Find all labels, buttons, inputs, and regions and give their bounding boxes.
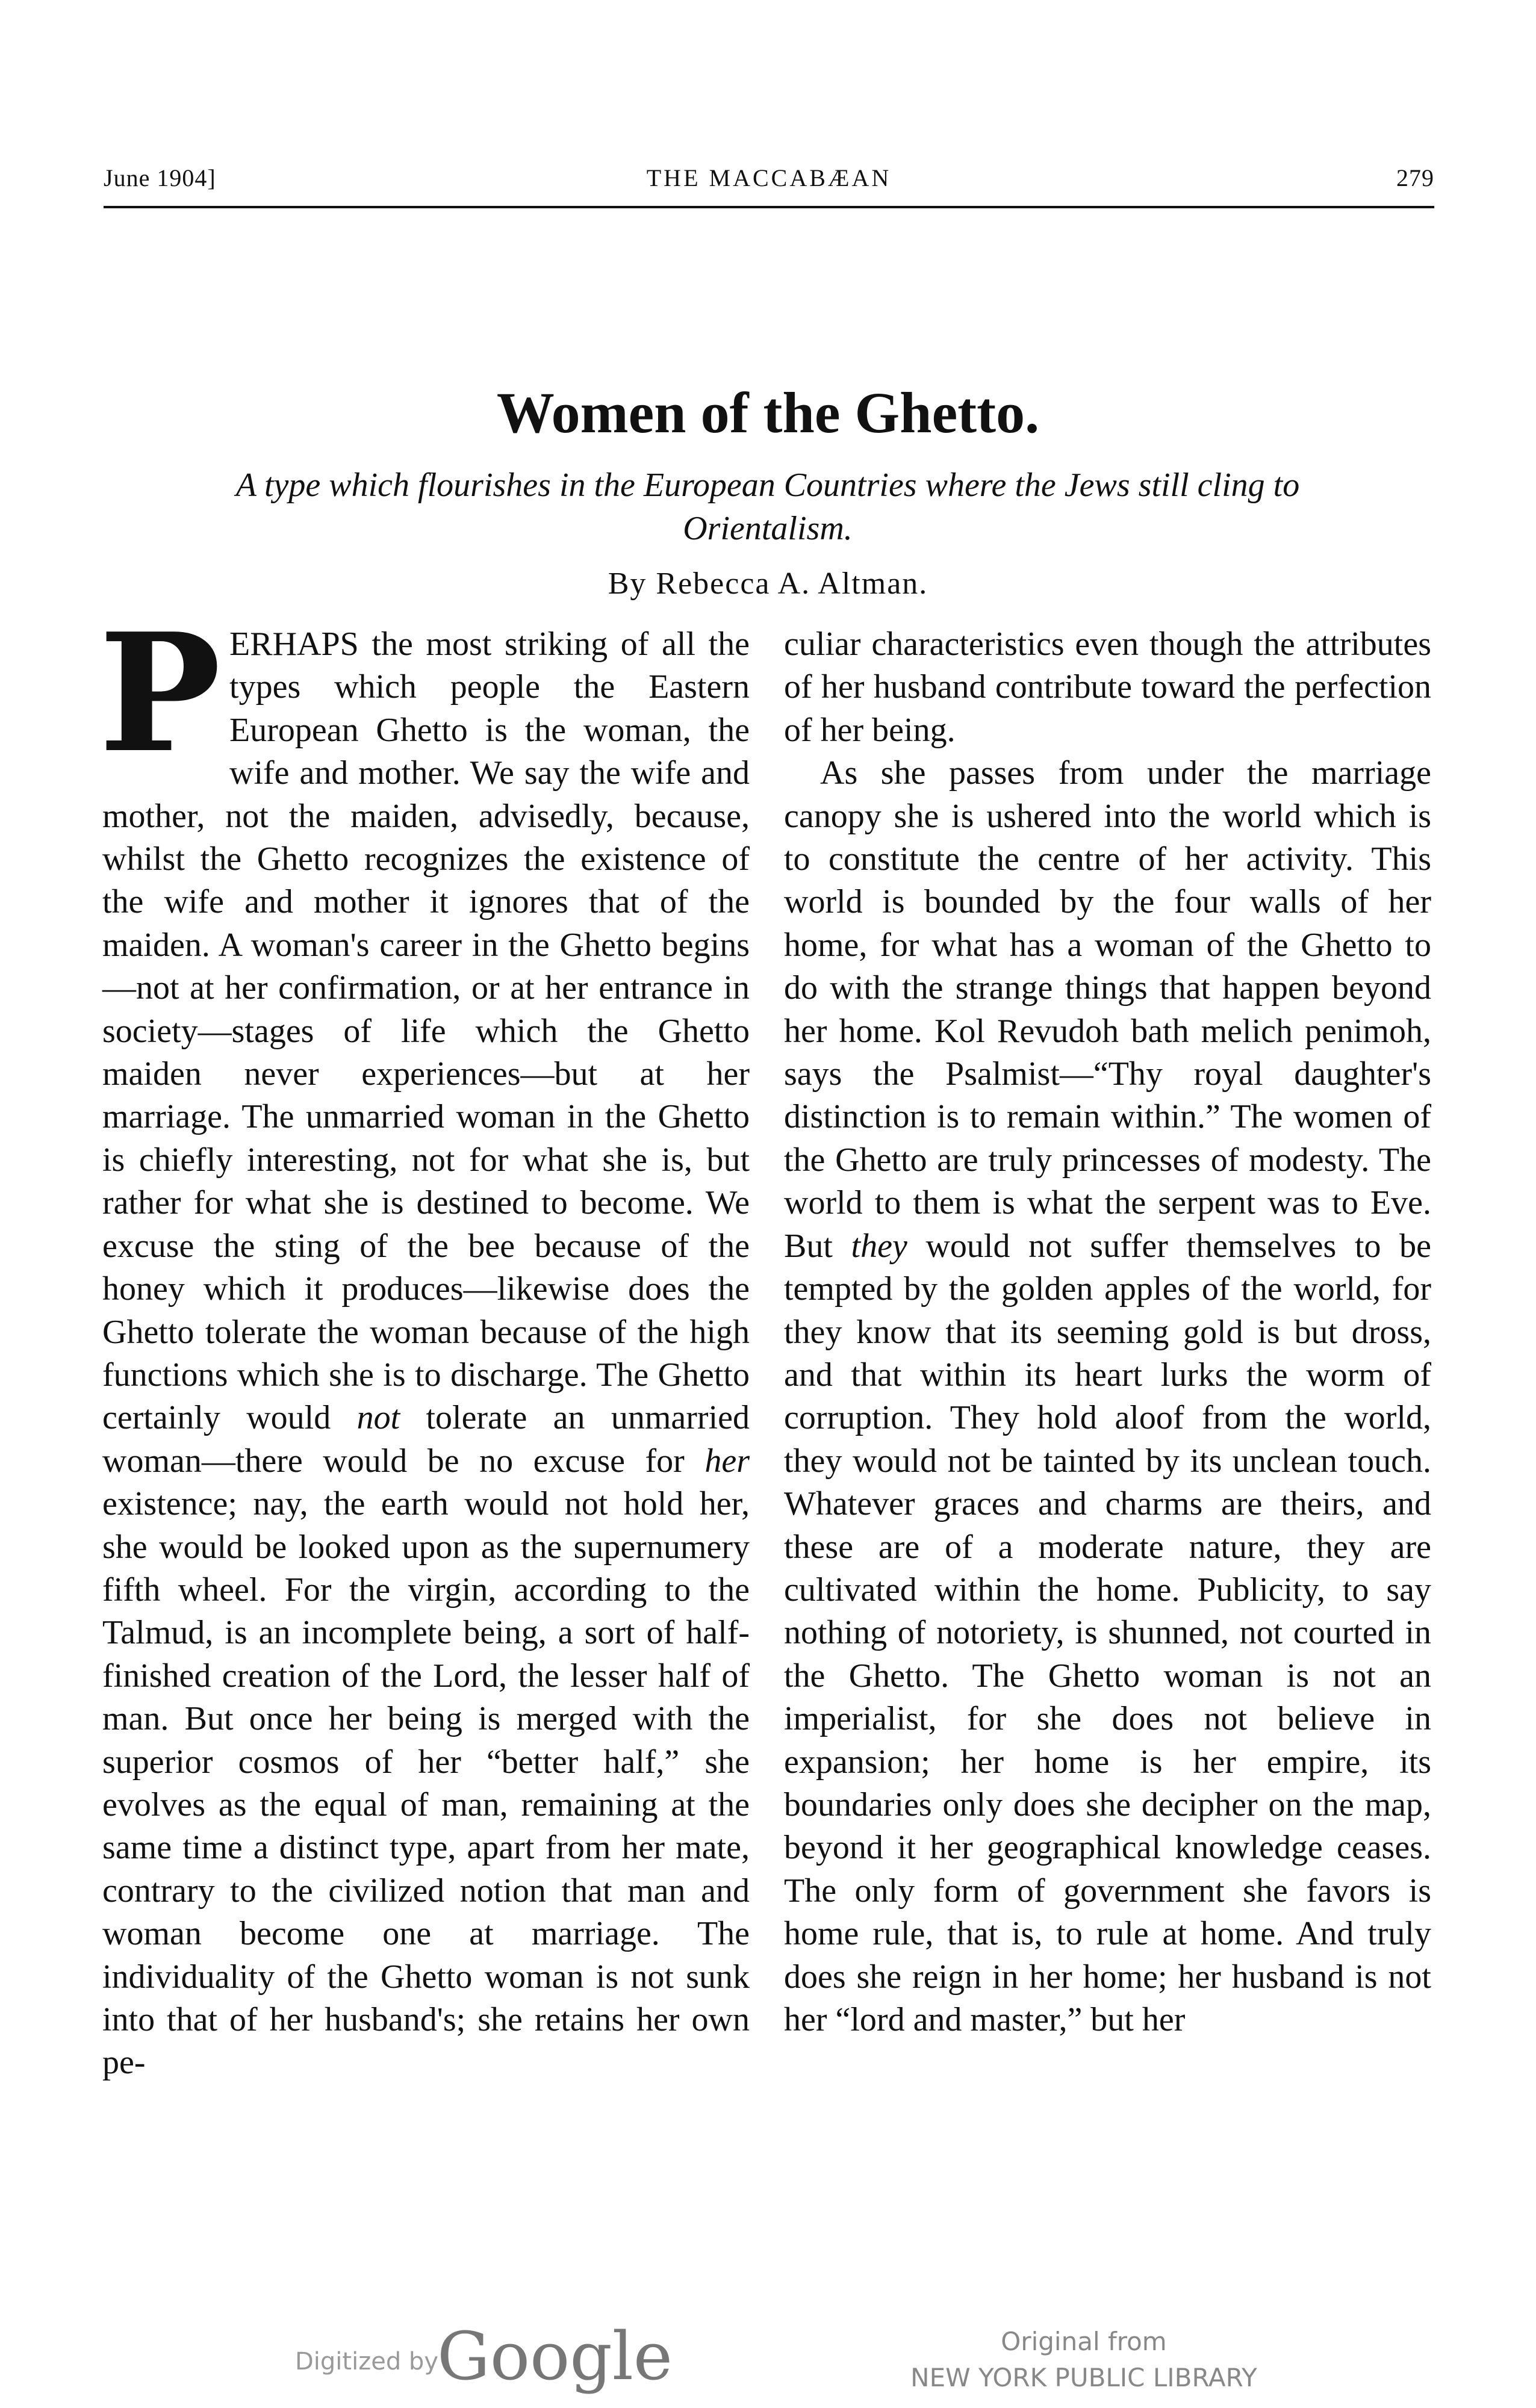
right-column: [784, 623, 1431, 2041]
drop-cap: P: [99, 597, 222, 789]
text-run: tolerate an unmarried woman—there would be no excuse for: [102, 1399, 750, 1480]
article-subtitle: A type which flourishes in the European Countries where the Jews still cling to Orientalism.: [235, 467, 1300, 547]
paragraph: culiar characteristics even though the attributes of her husband contribute toward the perfection of her being.: [784, 625, 1431, 749]
text-run: existence; nay, the earth would not hold her, she would be looked upon as the supernumery fifth wheel. For the virgin, according to the Talmud, is an incomplete being, a sort of half-finished creation of the Lord, the lesser half of man. But once her being is merged with the superior cosmos of her “better half,” she evolves as the equal of man, remaining at the same time a distinct type, apart from her mate, contrary to the civilized notion that man and woman become one at marriage. The individuality of the Ghetto woman is not sunk into that of her husband's; she retains her own pe-: [102, 1485, 750, 2082]
header-date: June 1904]: [104, 164, 216, 191]
emphasis: not: [356, 1399, 400, 1437]
header-page-number: 279: [1396, 164, 1434, 191]
emphasis: they: [851, 1227, 907, 1265]
text-run: ERHAPS the most striking of all the types which people the Eastern European Ghetto is the woman, the wife and mother. We say the wife and mother, not the maiden, advisedly, because, whilst the Ghetto recognizes the existence of the wife and mother it ignores that of the maiden. A woman's career in the Ghetto begins—not at her confirmation, or at her entrance in society—stages of life which the Ghetto maiden never experiences—but at her marriage. The unmarried woman in the Ghetto is chiefly interesting, not for what she is, but rather for what she is destined to become. We excuse the sting of the bee because of the honey which it produces—likewise does the Ghetto tolerate the woman because of the high functions which she is to discharge. The Ghetto certainly would: [102, 625, 750, 1437]
digitized-by-watermark: [295, 2318, 673, 2402]
article-byline: By Rebecca A. Altman.: [608, 566, 928, 601]
paragraph: [784, 752, 1431, 2041]
original-source-watermark: [897, 2324, 1270, 2396]
paragraph: [99, 597, 750, 2085]
google-logo: Google: [437, 2318, 673, 2395]
left-column: [99, 597, 750, 2085]
library-name: NEW YORK PUBLIC LIBRARY: [910, 2363, 1257, 2392]
text-run: would not suffer themselves to be tempted by the golden apples of the world, for they know that its seeming gold is but dross, and that within its heart lurks the worm of corruption. They hold aloof from the world, they would not be tainted by its unclean touch. Whatever graces and charms are theirs, and these are of a moderate nature, they are cultivated within the home. Publicity, to say nothing of notoriety, is shunned, not courted in the Ghetto. The Ghetto woman is not an imperialist, for she does not believe in expansion; her home is her empire, its boundaries only does she decipher on the map, beyond it her geographical knowledge ceases. The only form of government she favors is home rule, that is, to rule at home. And truly does she reign in her home; her husband is not her “lord and master,” but her: [784, 1227, 1431, 2038]
digitized-label: Digitized by: [295, 2348, 438, 2375]
header-journal-title: THE MACCABÆAN: [646, 164, 892, 191]
emphasis: her: [704, 1442, 750, 1480]
original-from-label: Original from: [1001, 2327, 1167, 2356]
article-title: Women of the Ghetto.: [496, 380, 1040, 445]
text-run: As she passes from under the marriage canopy she is ushered into the world which is to constitute the centre of her activity. This world is bounded by the four walls of her home, for what has a woman of the Ghetto to do with the strange things that happen beyond her home. Kol Revudoh bath melich penimoh, says the Psalmist—“Thy royal daughter's distinction is to remain within.” The women of the Ghetto are truly princesses of modesty. The world to them is what the serpent was to Eve. But: [784, 754, 1431, 1265]
running-header: [104, 158, 1434, 208]
